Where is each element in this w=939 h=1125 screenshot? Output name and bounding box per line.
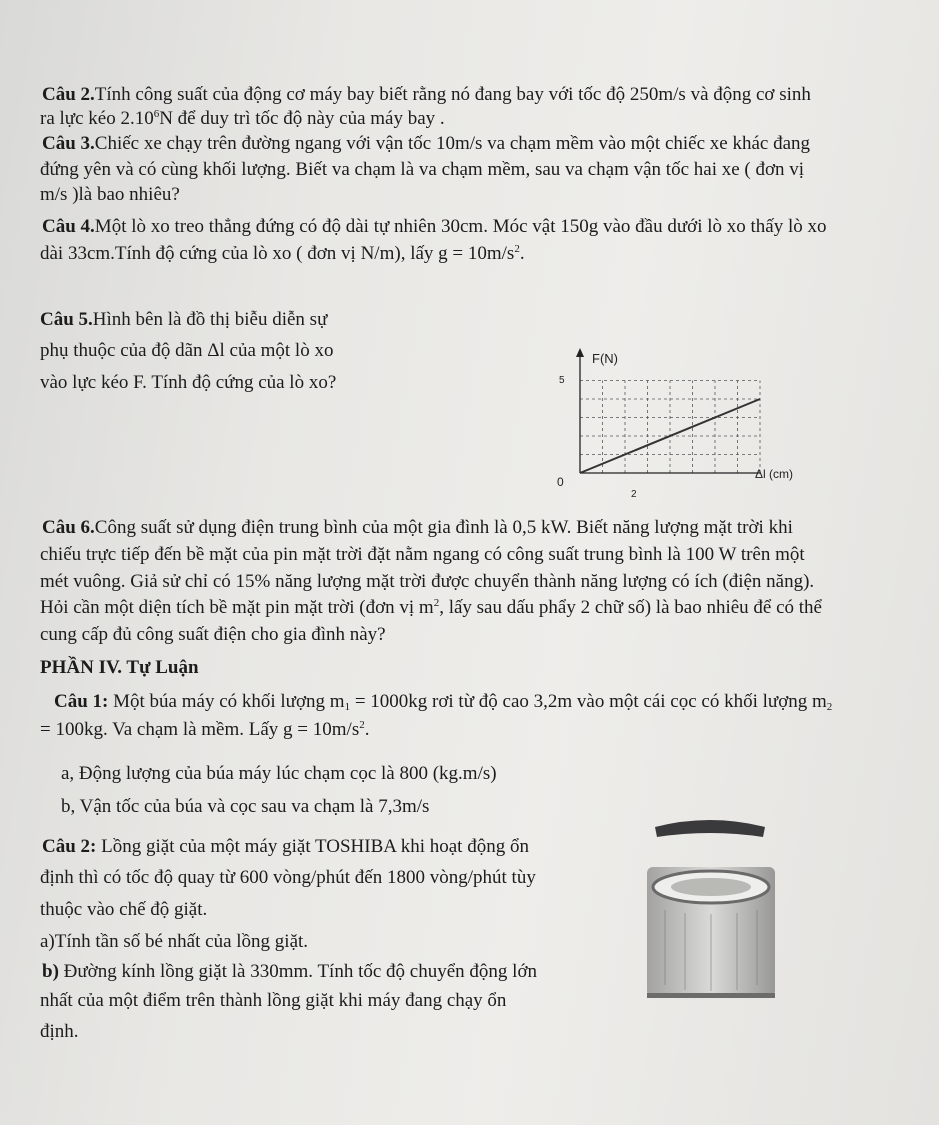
y-axis-arrow — [576, 348, 584, 357]
q5-line-2: phụ thuộc của độ dãn Δl của một lò xo — [40, 340, 334, 361]
essay2-label: Câu 2: — [42, 836, 97, 857]
essay1-label: Câu 1: — [54, 691, 109, 712]
q5-line-1: Câu 5.Hình bên là đồ thị biễu diễn sự — [40, 309, 328, 330]
section-title: PHẦN IV. Tự Luận — [40, 657, 199, 678]
q6-label: Câu 6. — [42, 517, 95, 538]
q3-line-2: đứng yên và có cùng khối lượng. Biết va chạm là va chạm mềm, sau va chạm vận tốc hai xe ( đơn vị — [40, 159, 805, 180]
q2-line-1: Câu 2.Tính công suất của động cơ máy bay biết rằng nó đang bay với tốc độ 250m/s và động cơ sinh — [42, 84, 811, 105]
essay2-part-b-line-2: nhất của một điểm trên thành lồng giặt khi máy đang chạy ổn — [40, 990, 507, 1011]
essay2-line-2: định thì có tốc độ quay từ 600 vòng/phút đến 1800 vòng/phút tùy — [40, 867, 536, 888]
essay2-part-b-line-1: b) Đường kính lồng giặt là 330mm. Tính tốc độ chuyển động lớn — [42, 961, 537, 982]
chart-grid — [580, 381, 760, 474]
q4-line-2: dài 33cm.Tính độ cứng của lò xo ( đơn vị N/m), lấy $g = 10m/s^2$. — [40, 243, 525, 264]
q3-label: Câu 3. — [42, 133, 95, 154]
essay1-part-b: b, Vận tốc của búa và cọc sau va chạm là 7,3m/s — [61, 796, 430, 817]
y-axis-label: F(N) — [592, 351, 618, 366]
essay2-part-b-line-3: định. — [40, 1021, 79, 1042]
q5-line-3: vào lực kéo F. Tính độ cứng của lò xo? — [40, 372, 337, 393]
q4-line-1: Câu 4.Một lò xo treo thẳng đứng có độ dài tự nhiên 30cm. Móc vật 150g vào đầu dưới lò xo thấy lò xo — [42, 216, 827, 237]
essay2-line-1: Câu 2: Lồng giặt của một máy giặt TOSHIBA khi hoạt động ổn — [42, 836, 529, 857]
washer-lid — [655, 820, 765, 837]
essay2-line-3: thuộc vào chế độ giặt. — [40, 899, 208, 920]
washer-base — [647, 993, 775, 998]
q3-line-1: Câu 3.Chiếc xe chạy trên đường ngang với vận tốc 10m/s va chạm mềm vào một chiếc xe khác đang — [42, 133, 811, 154]
x-tick-label: 2 — [631, 489, 637, 500]
origin-label: 0 — [557, 475, 564, 489]
q6-line-4: Hỏi cần một diện tích bề mặt pin mặt trời (đơn vị $m^2$, lấy sau dấu phẩy 2 chữ số) là bao nhiêu để có thể — [40, 597, 822, 618]
q5-label: Câu 5. — [40, 309, 93, 330]
essay1-line-2: = 100kg. Va chạm là mềm. Lấy $g = 10m/s^2$. — [40, 719, 370, 740]
essay2-part-b-label: b) — [42, 961, 59, 982]
q2-line-2: ra lực kéo 2.10$^6$N để duy trì tốc độ này của máy bay . — [40, 108, 445, 129]
force-extension-chart — [545, 345, 835, 505]
drum-inner — [671, 878, 751, 896]
essay1-line-1: Câu 1: Một búa máy có khối lượng $m_1 = 1000kg$ rơi từ độ cao 3,2m vào một cái cọc có khối lượng $m_2$ — [54, 691, 833, 713]
q4-label: Câu 4. — [42, 216, 95, 237]
x-axis-label: Δl (cm) — [755, 467, 794, 481]
q3-line-3: m/s )là bao nhiêu? — [40, 184, 180, 205]
y-tick-label-top: 5 — [559, 375, 565, 386]
q6-line-2: chiếu trực tiếp đến bề mặt của pin mặt trời đặt nằm ngang có công suất trung bình là 100 W trên một — [40, 544, 805, 565]
q6-line-5: cung cấp đủ công suất điện cho gia đình này? — [40, 624, 386, 645]
essay2-part-a: a)Tính tần số bé nhất của lồng giặt. — [40, 931, 309, 952]
q6-line-3: mét vuông. Giả sử chỉ có 15% năng lượng mặt trời được chuyển thành năng lượng có ích (điện năng). — [40, 571, 815, 592]
washing-machine-drum-image — [635, 815, 785, 1010]
essay1-part-a: a, Động lượng của búa máy lúc chạm cọc là 800 (kg.m/s) — [61, 763, 497, 784]
q2-label: Câu 2. — [42, 84, 95, 105]
q6-line-1: Câu 6.Công suất sử dụng điện trung bình của một gia đình là 0,5 kW. Biết năng lượng mặt trời khi — [42, 517, 793, 538]
